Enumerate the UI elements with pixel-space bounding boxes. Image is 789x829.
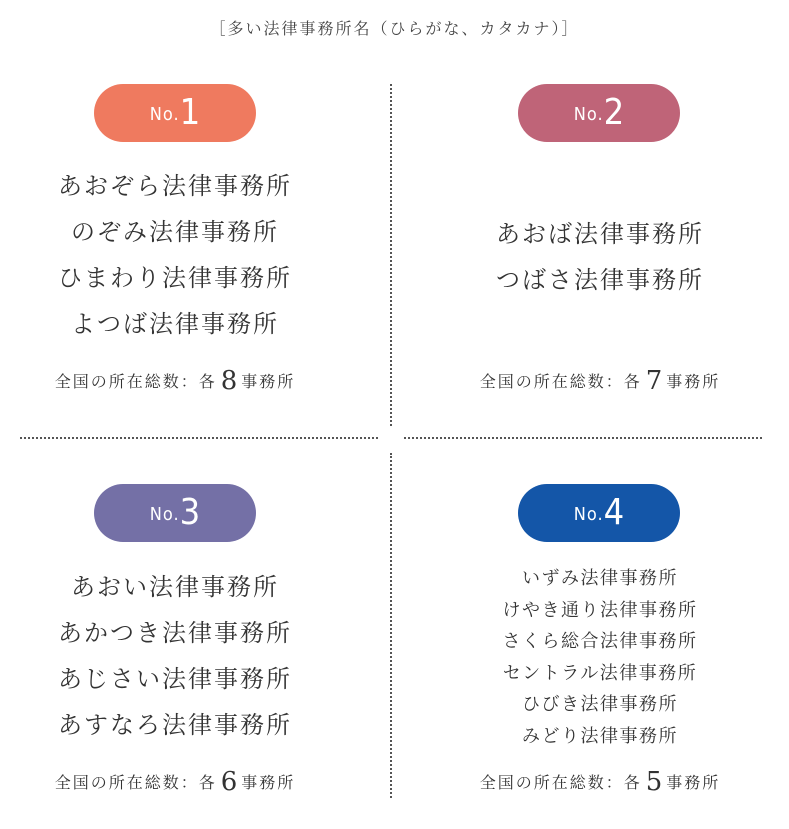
rank-2-badge — [518, 84, 680, 142]
rank-number: 1 — [179, 92, 201, 133]
rank-3-badge — [94, 484, 256, 542]
list-item: あかつき法律事務所 — [58, 619, 292, 647]
count-number: 8 — [220, 366, 238, 396]
rank-1-panel — [0, 0, 350, 430]
rank-2-panel — [415, 0, 785, 430]
rank-1-count — [0, 366, 350, 396]
horizontal-divider-left — [20, 437, 378, 439]
rank-label: No. — [573, 504, 604, 525]
list-item: よつば法律事務所 — [71, 310, 279, 338]
rank-2-name-list — [415, 211, 785, 303]
list-item: あおぞら法律事務所 — [58, 172, 292, 200]
rank-3-name-list — [0, 564, 350, 748]
rank-number: 4 — [603, 492, 625, 533]
rank-3-panel — [0, 440, 350, 820]
horizontal-divider-right — [404, 437, 762, 439]
count-prefix: 全国の所在総数：各 — [54, 773, 217, 792]
rank-4-panel — [415, 440, 785, 820]
rank-4-count — [415, 767, 785, 797]
list-item: あおい法律事務所 — [71, 573, 279, 601]
list-item: あおば法律事務所 — [496, 220, 704, 248]
vertical-divider-top — [390, 84, 392, 426]
rank-4-name-list — [415, 563, 785, 753]
list-item: さくら総合法律事務所 — [502, 631, 698, 653]
list-item: みどり法律事務所 — [522, 725, 678, 747]
count-suffix: 事務所 — [241, 372, 296, 391]
rank-label: No. — [573, 104, 604, 125]
list-item: ひまわり法律事務所 — [58, 264, 292, 292]
count-number: 5 — [645, 767, 663, 797]
count-suffix: 事務所 — [241, 773, 296, 792]
rank-number: 2 — [603, 92, 625, 133]
rank-3-count — [0, 767, 350, 797]
list-item: つばさ法律事務所 — [496, 266, 704, 294]
list-item: のぞみ法律事務所 — [71, 218, 279, 246]
rank-number: 3 — [179, 492, 201, 533]
list-item: あじさい法律事務所 — [58, 665, 292, 693]
count-prefix: 全国の所在総数：各 — [54, 372, 217, 391]
count-suffix: 事務所 — [666, 773, 721, 792]
list-item: あすなろ法律事務所 — [58, 711, 292, 739]
rank-2-count — [415, 366, 785, 396]
count-prefix: 全国の所在総数：各 — [479, 372, 642, 391]
count-prefix: 全国の所在総数：各 — [479, 773, 642, 792]
rank-label: No. — [149, 104, 180, 125]
rank-4-badge — [518, 484, 680, 542]
list-item: ひびき法律事務所 — [522, 694, 678, 716]
list-item: いずみ法律事務所 — [522, 568, 678, 589]
list-item: セントラル法律事務所 — [502, 662, 698, 684]
rank-label: No. — [149, 504, 180, 525]
list-item: けやき通り法律事務所 — [502, 599, 698, 621]
count-number: 6 — [220, 767, 238, 797]
vertical-divider-bottom — [390, 453, 392, 798]
count-suffix: 事務所 — [666, 372, 721, 391]
rank-1-name-list — [0, 163, 350, 347]
count-number: 7 — [645, 366, 663, 396]
page-title: ［多い法律事務所名（ひらがな、カタカナ）］ — [209, 19, 580, 38]
rank-1-badge — [94, 84, 256, 142]
